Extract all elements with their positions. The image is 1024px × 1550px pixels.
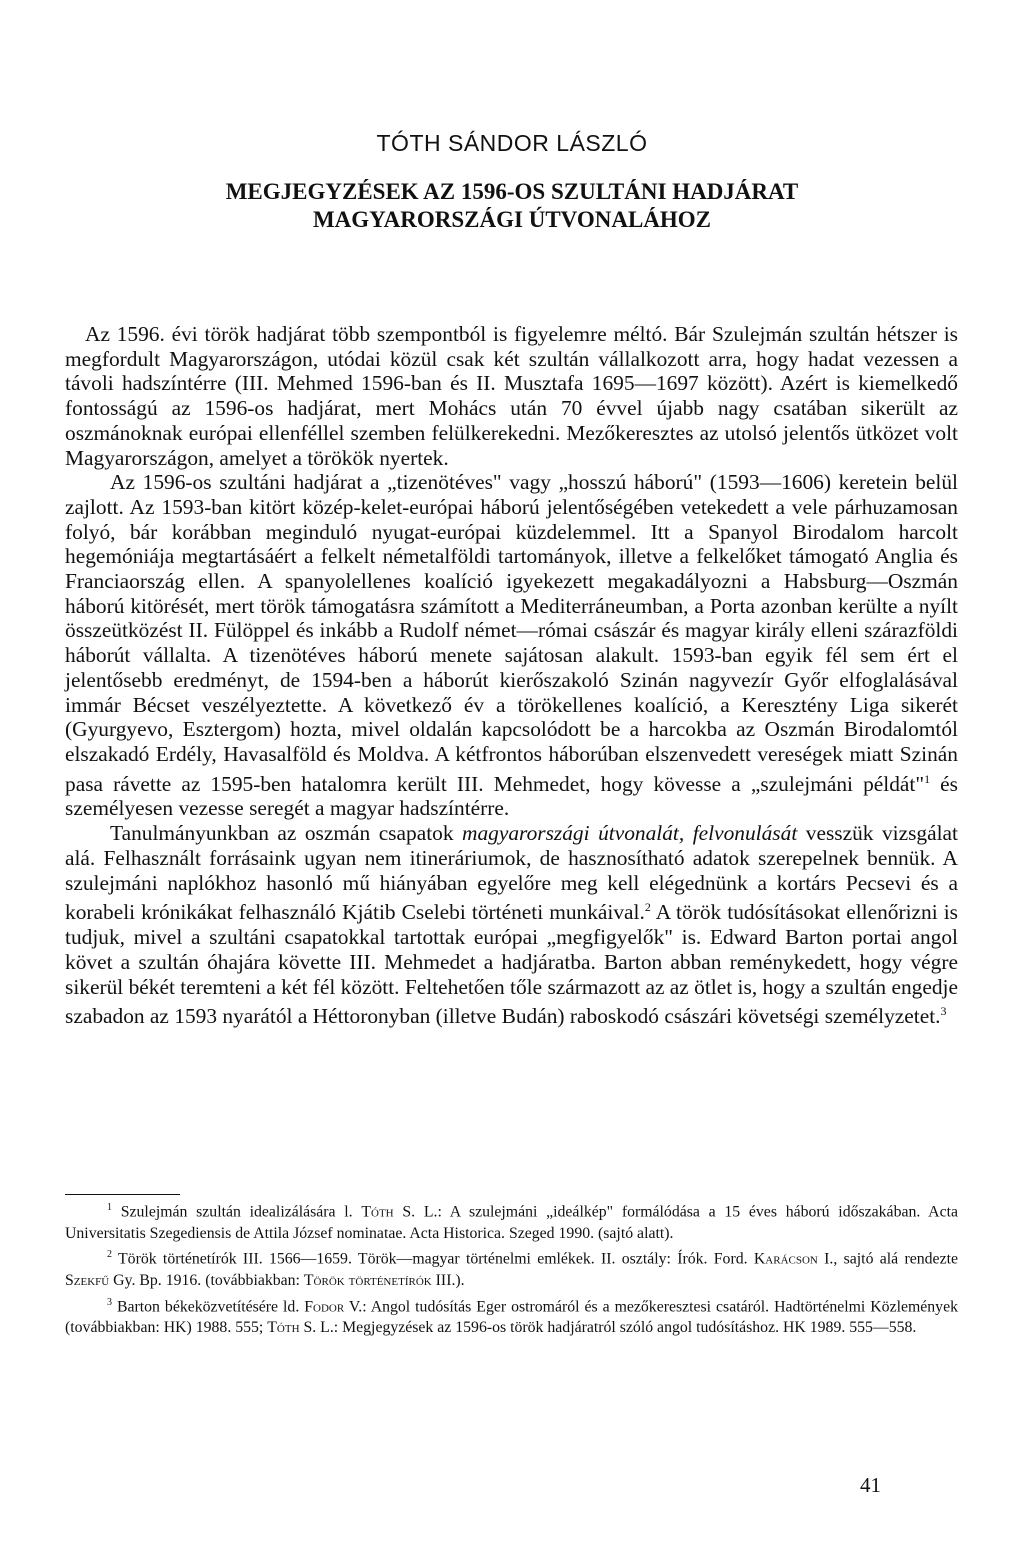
page-number: 41: [860, 1473, 881, 1497]
paragraph-3-text-2: A török tudósításokat ellenőrizni is tudjuk, mivel a szultáni csapatokkal tartottak európai „megfigyelők" is. Edward Barton portai angol követ a szultán óhajára követte III. Mehmedet a hadjáratba. Barton abban reménykedett, hogy végre sikerül békét teremteni a két fél között. Feltehetően tőle származott az az ötlet is, hogy a szultán engedje szabadon az 1593 nyarától a Héttoronyban (illetve Budán) raboskodó császári követségi személyzetet.: [65, 900, 959, 1029]
title-line-2: MAGYARORSZÁGI ÚTVONALÁHOZ: [312, 207, 712, 232]
footnote-ref-1: 1: [924, 771, 931, 786]
footnotes: [65, 1197, 958, 1339]
footnote-3-text-a: Barton békeközvetítésére ld.: [112, 1297, 305, 1315]
paragraph-2-tail: és személyesen vezesse seregét a magyar hadszíntérre.: [65, 771, 958, 821]
paragraph-2-text: Az 1596-os szultáni hadjárat a „tizenötéves" vagy „hosszú háború" (1593—1606) keretein belül zajlott. Az 1593-ban kitört közép-kelet-európai háború jelentőségében vetekedett a vele párhuzamosan folyó, bár korábban meginduló nyugat-európai küzdelemmel. Itt a Spanyol Birodalom harcolt hegemóniája megtartásáért a felkelt németalföldi tartományok, illetve a felkelőket támogató Anglia és Franciaország ellen. A spanyolellenes koalíció igyekezett megakadályozni a Habsburg—Oszmán háború kitörését, mert török támogatásra számított a Mediterráneumban, a Porta azonban kerülte a nyílt összeütközést II. Fülöppel és inkább a Rudolf német—római császár és magyar király elleni szárazföldi háborút vállalta. A tizenötéves háború menete sajátosan alakult. 1593-ban egyik fél sem ért el jelentősebb eredményt, de 1594-ben a háborút kierőszakoló Szinán nagyvezír Győr elfoglalásával immár Bécset veszélyeztette. A következő év a törökellenes koalíció, a Keresztény Liga sikerét (Gyurgyevo, Esztergom) hozta, mivel oldalán kapcsolódott be a harcokba az Oszmán Birodalomtól elszakadó Erdély, Havasalföld és Moldva. A kétfrontos háborúban elszenvedett vereségek miatt Szinán pasa rávette az 1595-ben hatalomra került III. Mehmedet, hogy kövesse a „szulejmáni példát": [65, 470, 958, 796]
footnote-2-translator: Karácson: [753, 1250, 818, 1268]
paragraph-3-lead: Tanulmányunkban az oszmán csapatok: [110, 821, 463, 846]
paragraph-3-text: vesszük vizsgálat alá. Felhasznált forrásaink ugyan nem itineráriumok, de hasznosítható adatok szerepelnek bennük. A szulejmáni naplókhoz hasonló mű hiányában egyelőre meg kell elégednünk a kortárs Pecsevi és a korabeli krónikákat felhasználó Kjátib Cselebi történeti munkáival.: [65, 821, 958, 925]
author-name: TÓTH SÁNDOR LÁSZLÓ: [376, 130, 648, 156]
footnote-2-text-b: I., sajtó alá rendezte: [817, 1250, 958, 1268]
footnote-2-text-c: Gy. Bp. 1916. (továbbiakban:: [109, 1272, 304, 1290]
footnote-2-editor: Szekfű: [65, 1272, 110, 1290]
footnote-ref-3: 3: [940, 1004, 947, 1019]
paragraph-3: [65, 821, 958, 1029]
footnote-2-short-title: Török történetírók: [303, 1272, 432, 1290]
footnote-rule: [65, 1194, 180, 1195]
footnote-3-author-2: Tóth: [267, 1319, 300, 1337]
footnote-3-text-b: V.: Angol tudósítás Eger ostromáról és a mezőkeresztesi csatáról. Hadtörténelmi Közlemények (továbbiakban: HK) 1988. 555;: [65, 1297, 958, 1337]
footnote-ref-2: 2: [644, 900, 651, 915]
footnote-2-text-d: III.).: [431, 1272, 465, 1290]
body-text: [65, 322, 958, 1029]
footnote-1-number: 1: [107, 1202, 112, 1213]
footnote-1-author: Tóth: [361, 1203, 394, 1221]
footnote-2: [65, 1244, 958, 1291]
paragraph-1: Az 1596. évi török hadjárat több szempontból is figyelemre méltó. Bár Szulejmán szultán hétszer is megfordult Magyarországon, utódai közül csak két szultán vállalkozott arra, hogy hadat vezessen a távoli hadszíntérre (III. Mehmed 1596-ban és II. Musztafa 1695—1697 között). Azért is kiemelkedő fontosságú az 1596-os hadjárat, mert Mohács után 70 évvel újabb nagy csatában sikerült az oszmánoknak európai ellenféllel szemben felülkerekedni. Mezőkeresztes az utolsó jelentős ütközet volt Magyarországon, amelyet a törökök nyertek.: [65, 322, 958, 470]
footnote-3-author-1: Fodor: [304, 1297, 345, 1315]
footnote-1: [65, 1197, 958, 1244]
footnote-3: [65, 1292, 958, 1339]
paragraph-2: [65, 470, 958, 821]
footnote-3-text-c: S. L.: Megjegyzések az 1596-os török hadjáratról szóló angol tudósításhoz. HK 1989. 555—558.: [299, 1319, 917, 1337]
article-title: [0, 178, 1024, 234]
footnote-3-number: 3: [107, 1296, 112, 1308]
footnote-2-text-a: Török történetírók III. 1566—1659. Török—magyar történelmi emlékek. II. osztály: Írók. Ford.: [112, 1250, 754, 1268]
footnote-1-text-a: Szulejmán szultán idealizálására l.: [112, 1203, 362, 1221]
footnote-1-text-b: S. L.: A szulejmáni „ideálkép" formálódása a 15 éves háború időszakában. Acta Universitatis Szegediensis de Attila József nominatae. Acta Historica. Szeged 1990. (sajtó alatt).: [65, 1203, 959, 1242]
footnote-2-number: 2: [107, 1249, 112, 1261]
title-line-1: MEGJEGYZÉSEK AZ 1596-OS SZULTÁNI HADJÁRAT: [225, 179, 799, 204]
paragraph-3-italic: magyarországi útvonalát, felvonulását: [462, 821, 798, 846]
